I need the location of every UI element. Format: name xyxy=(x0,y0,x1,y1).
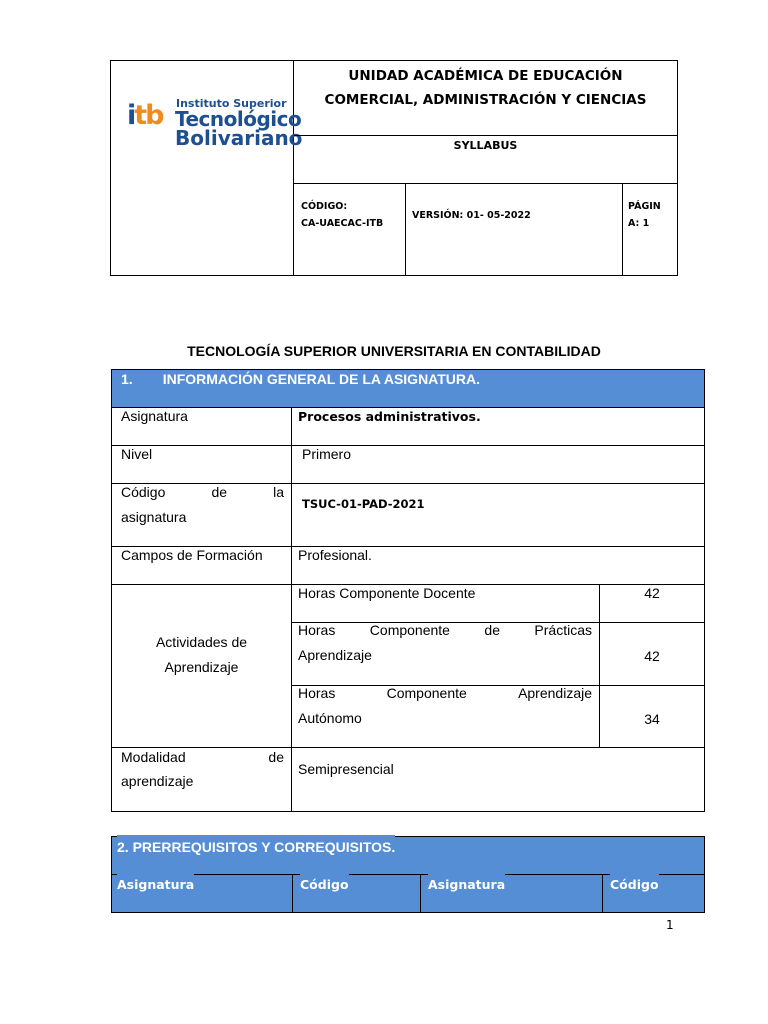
column-header: Asignatura xyxy=(428,872,505,897)
actividades-label xyxy=(112,630,291,680)
career-title: TECNOLOGÍA SUPERIOR UNIVERSITARIA EN CONTABILIDAD xyxy=(187,343,601,359)
institute-logo xyxy=(125,97,303,150)
logo-line2: Tecnológico xyxy=(175,107,302,131)
document-header xyxy=(110,60,678,276)
codigo-value: TSUC-01-PAD-2021 xyxy=(302,497,425,511)
hours-autonomo-word: Componente xyxy=(386,685,467,701)
hours-practicas-label-line2: Aprendizaje xyxy=(298,647,372,663)
hours-autonomo-word: Horas xyxy=(298,685,336,701)
campos-label: Campos de Formación xyxy=(121,547,263,563)
hours-practicas-word: de xyxy=(484,622,500,638)
hours-practicas-word: Componente xyxy=(369,622,450,638)
doc-code-value: CA-UAECAC-ITB xyxy=(301,218,384,229)
hours-docente-value: 42 xyxy=(644,585,660,601)
column-header: Código xyxy=(610,872,659,897)
modalidad-label-word: Modalidad xyxy=(121,749,186,765)
actividades-label-line2: Aprendizaje xyxy=(164,659,239,675)
hours-practicas-label xyxy=(298,618,592,643)
hours-autonomo-label-line2: Autónomo xyxy=(298,710,362,726)
doc-page xyxy=(623,184,677,275)
logo-mark: itb xyxy=(127,100,163,131)
codigo-label xyxy=(121,480,284,505)
codigo-label-word: de xyxy=(211,484,228,500)
logo-line3: Bolivariano xyxy=(175,126,303,150)
doc-page-value: A: 1 xyxy=(628,218,650,229)
modalidad-label-word: de xyxy=(268,749,284,765)
codigo-label-word: Código xyxy=(121,484,166,500)
doc-type: SYLLABUS xyxy=(294,136,677,184)
codigo-label-word: la xyxy=(273,484,284,500)
doc-page-label: PÁGIN xyxy=(628,201,661,212)
doc-version: VERSIÓN: 01- 05-2022 xyxy=(406,184,623,275)
modalidad-label-line2: aprendizaje xyxy=(121,773,194,789)
section1-number: 1. xyxy=(121,371,133,387)
campos-value: Profesional. xyxy=(298,547,372,563)
column-header: Asignatura xyxy=(117,872,194,897)
hours-autonomo-word: Aprendizaje xyxy=(518,685,592,701)
modalidad-label xyxy=(121,745,284,770)
asignatura-label: Asignatura xyxy=(121,408,188,424)
prerequisites-table xyxy=(111,836,705,913)
section1-header xyxy=(112,370,704,407)
doc-code xyxy=(294,184,406,275)
hours-practicas-word: Horas xyxy=(298,622,336,638)
modalidad-value: Semipresencial xyxy=(298,761,394,777)
page-number: 1 xyxy=(666,918,674,932)
academic-unit xyxy=(294,61,677,136)
doc-code-label: CÓDIGO: xyxy=(301,201,348,212)
academic-unit-line1: UNIDAD ACADÉMICA DE EDUCACIÓN xyxy=(348,68,623,84)
hours-practicas-value: 42 xyxy=(644,648,660,664)
hours-practicas-word: Prácticas xyxy=(534,622,592,638)
column-header: Código xyxy=(300,872,349,897)
nivel-label: Nivel xyxy=(121,446,153,462)
general-info-table xyxy=(111,369,705,812)
hours-autonomo-label xyxy=(298,681,592,706)
logo-cell xyxy=(111,61,303,275)
hours-autonomo-value: 34 xyxy=(644,711,660,727)
nivel-value: Primero xyxy=(302,446,352,462)
section1-title: INFORMACIÓN GENERAL DE LA ASIGNATURA. xyxy=(162,371,481,387)
codigo-label-line2: asignatura xyxy=(121,509,187,525)
section2-title: 2. PRERREQUISITOS Y CORREQUISITOS. xyxy=(117,835,395,860)
academic-unit-line2: COMERCIAL, ADMINISTRACIÓN Y CIENCIAS xyxy=(324,92,647,108)
logo-line1: Instituto Superior xyxy=(176,97,287,110)
hours-docente-label: Horas Componente Docente xyxy=(298,585,476,601)
actividades-label-line1: Actividades de xyxy=(155,634,248,650)
asignatura-value: Procesos administrativos. xyxy=(298,409,481,424)
